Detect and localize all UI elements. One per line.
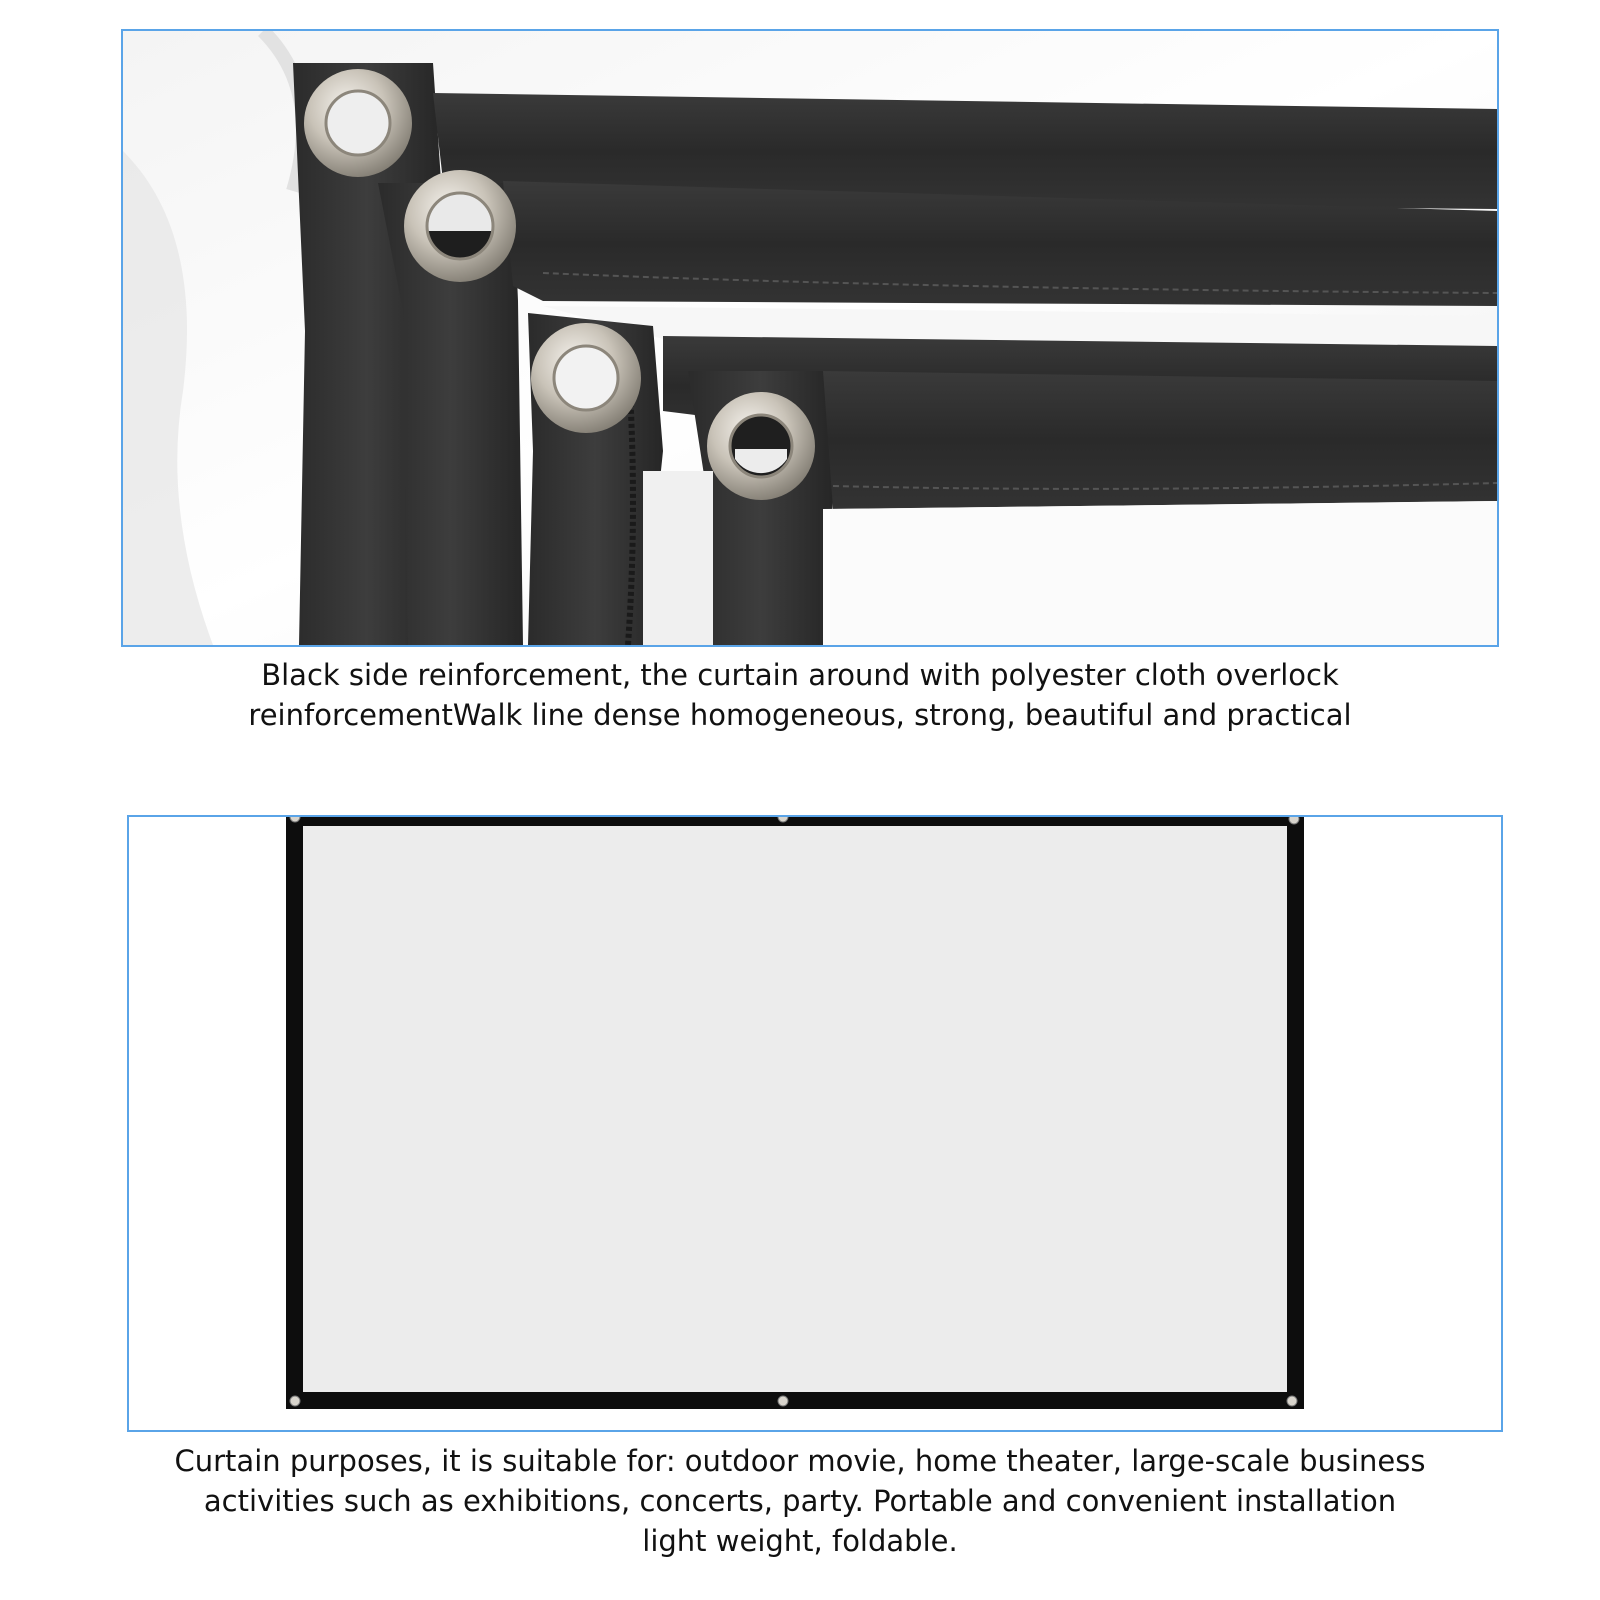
usage-caption-line: Curtain purposes, it is suitable for: outdoor movie, home theater, large-scale business: [174, 1444, 1426, 1478]
metal-grommet: [531, 323, 641, 433]
reinforcement-caption: [0, 655, 1600, 735]
projection-screen-photo-panel: [127, 815, 1503, 1432]
curtain-corner-grommets-image: [123, 31, 1497, 645]
usage-caption: [0, 1441, 1600, 1561]
reinforcement-caption-line: reinforcementWalk line dense homogeneous, strong, beautiful and practical: [248, 698, 1352, 732]
reinforcement-caption-line: Black side reinforcement, the curtain around with polyester cloth overlock: [261, 658, 1339, 692]
metal-grommet: [304, 69, 412, 177]
projection-screen-image: [129, 817, 1501, 1430]
usage-caption-line: light weight, foldable.: [642, 1524, 958, 1558]
metal-grommet: [707, 392, 815, 500]
metal-grommet: [404, 170, 516, 282]
screen-projection-surface: [303, 826, 1287, 1392]
usage-caption-line: activities such as exhibitions, concerts, party. Portable and convenient installation: [203, 1484, 1397, 1518]
curtain-corner-photo-panel: [121, 29, 1499, 647]
